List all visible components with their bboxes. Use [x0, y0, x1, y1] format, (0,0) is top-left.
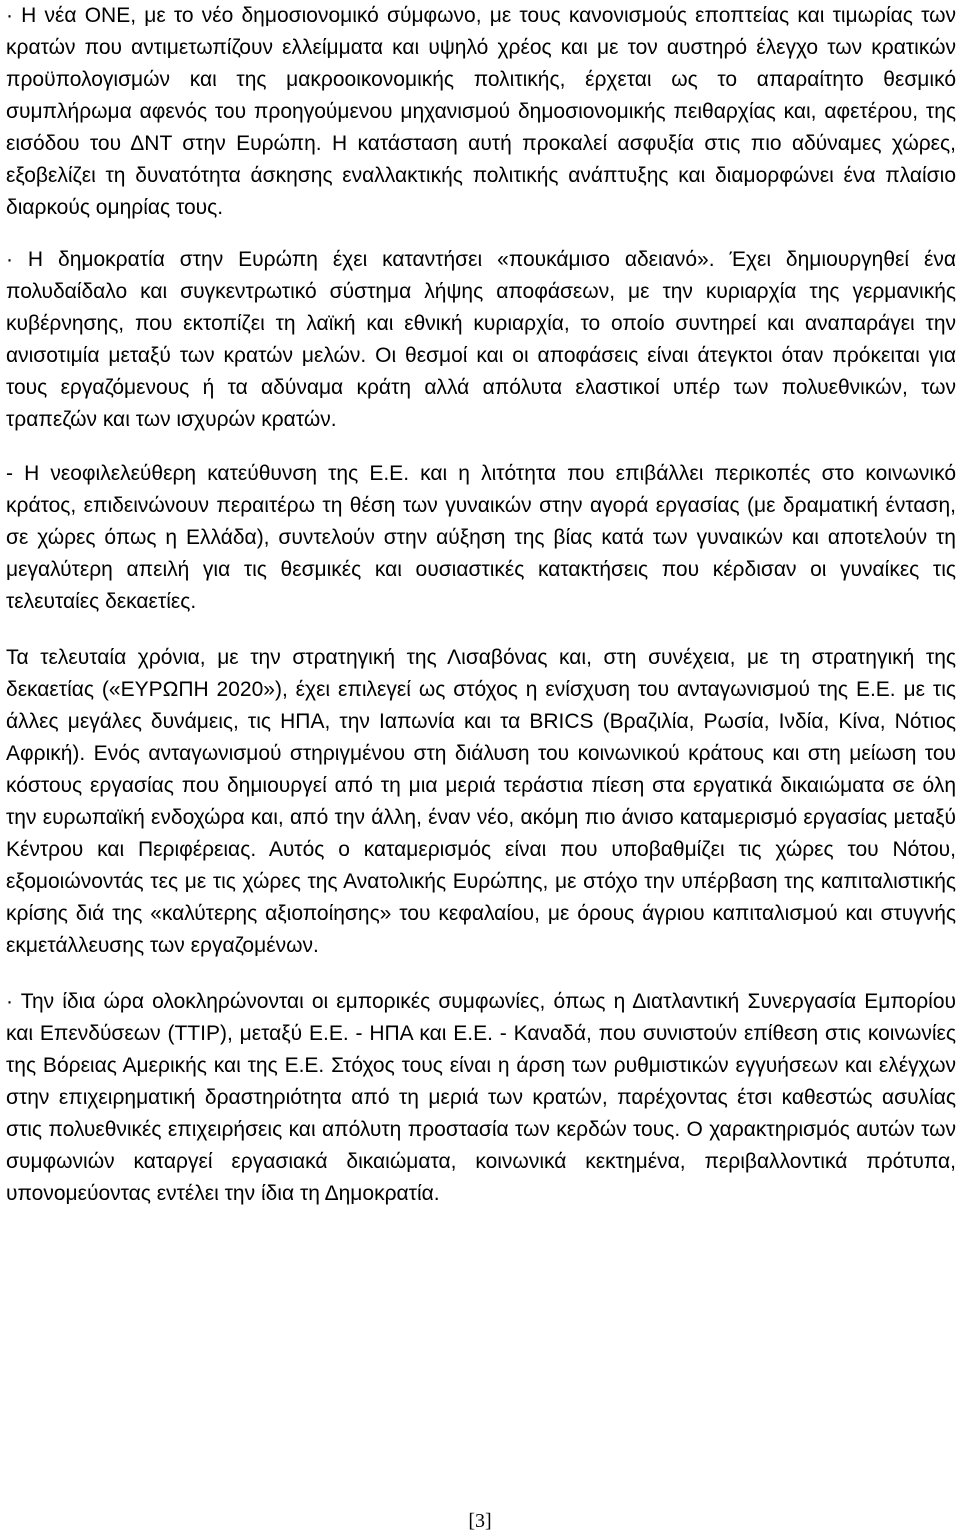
- paragraph-democracy-europe: · Η δημοκρατία στην Ευρώπη έχει καταντήσει «πουκάμισο αδειανό». Έχει δημιουργηθεί ένα πολυδαίδαλο και συγκεντρωτικό σύστημα λήψης αποφάσεων, με την κυριαρχία της γερμανικής κυβέρνησης, που εκτοπίζει τη λαϊκή και εθνική κυριαρχία, το οποίο συντηρεί και αναπαράγει την ανισοτιμία μεταξύ των κρατών μελών. Οι θεσμοί και οι αποφάσεις είναι άτεγκτοι όταν πρόκειται για τους εργαζόμενους ή τα αδύναμα κράτη αλλά απόλυτα ελαστικοί υπέρ των πολυεθνικών, των τραπεζών και των ισχυρών κρατών.: [6, 248, 956, 431]
- paragraph-trade-agreements: · Την ίδια ώρα ολοκληρώνονται οι εμπορικές συμφωνίες, όπως η Διατλαντική Συνεργασία Εμπορίου και Επενδύσεων (ΤΤΙΡ), μεταξύ Ε.Ε. - ΗΠΑ και Ε.Ε. - Καναδά, που συνιστούν επίθεση στις κοινωνίες της Βόρειας Αμερικής και της Ε.Ε. Στόχος τους είναι η άρση των ρυθμιστικών εγγυήσεων και ελέγχων στην επιχειρηματική δραστηριότητα από τη μεριά των κρατών, παρέχοντας έτσι καθεστώς ασυλίας στις πολυεθνικές επιχειρήσεις και απόλυτη προστασία των κερδών τους. Ο χαρακτηρισμός αυτών των συμφωνιών καταργεί εργασιακά δικαιώματα, κοινωνικά κεκτημένα, περιβαλλοντικά πρότυπα, υπονομεύοντας εντέλει την ίδια τη Δημοκρατία.: [6, 990, 956, 1205]
- paragraph-women-austerity: - Η νεοφιλελεύθερη κατεύθυνση της Ε.Ε. και η λιτότητα που επιβάλλει περικοπές στο κοινωνικό κράτος, επιδεινώνουν περαιτέρω τη θέση των γυναικών στην αγορά εργασίας (με δραματική ένταση, σε χώρες όπως η Ελλάδα), συντελούν στην αύξηση της βίας κατά των γυναικών και αποτελούν τη μεγαλύτερη απειλή για τις θεσμικές και ουσιαστικές κατακτήσεις που κέρδισαν οι γυναίκες τις τελευταίες δεκαετίες.: [6, 462, 956, 613]
- paragraph-lisbon-strategy: Τα τελευταία χρόνια, με την στρατηγική της Λισαβόνας και, στη συνέχεια, με τη στρατηγική της δεκαετίας («ΕΥΡΩΠΗ 2020»), έχει επιλεγεί ως στόχος η ενίσχυση του ανταγωνισμού της Ε.Ε. με τις άλλες μεγάλες δυνάμεις, τις ΗΠΑ, την Ιαπωνία και τα BRICS (Βραζιλία, Ρωσία, Ινδία, Κίνα, Νότιος Αφρική). Ενός ανταγωνισμού στηριγμένου στη διάλυση του κοινωνικού κράτους και στη μείωση του κόστους εργασίας που δημιουργεί από τη μια μεριά τεράστια πίεση στα εργατικά δικαιώματα σε όλη την ευρωπαϊκή ενδοχώρα και, από την άλλη, έναν νέο, ακόμη πιο άνισο καταμερισμό εργασίας μεταξύ Κέντρου και Περιφέρειας. Αυτός ο καταμερισμός είναι που υποβαθμίζει τις χώρες του Νότου, εξομοιώνοντάς τες με τις χώρες της Ανατολικής Ευρώπης, με στόχο την υπέρβαση της καπιταλιστικής κρίσης διά της «καλύτερης αξιοποίησης» του κεφαλαίου, με όρους άγριου καπιταλισμού και στυγνής εκμετάλλευσης των εργαζομένων.: [6, 646, 956, 957]
- page-number: [3]: [468, 1510, 492, 1532]
- document-page: [6, 0, 956, 1210]
- paragraph-emu-fiscal-compact: · Η νέα ΟΝΕ, με το νέο δημοσιονομικό σύμφωνο, με τους κανονισμούς εποπτείας και τιμωρίας των κρατών που αντιμετωπίζουν ελλείμματα και υψηλό χρέος και με τον αυστηρό έλεγχο των κρατικών προϋπολογισμών και της μακροοικονομικής πολιτικής, έρχεται ως το απαραίτητο θεσμικό συμπλήρωμα αφενός του προηγούμενου μηχανισμού δημοσιονομικής πειθαρχίας και, αφετέρου, της εισόδου του ΔΝΤ στην Ευρώπη. Η κατάσταση αυτή προκαλεί ασφυξία στις πιο αδύναμες χώρες, εξοβελίζει τη δυνατότητα άσκησης εναλλακτικής πολιτικής ανάπτυξης και διαμορφώνει ένα πλαίσιο διαρκούς ομηρίας τους.: [6, 4, 956, 219]
